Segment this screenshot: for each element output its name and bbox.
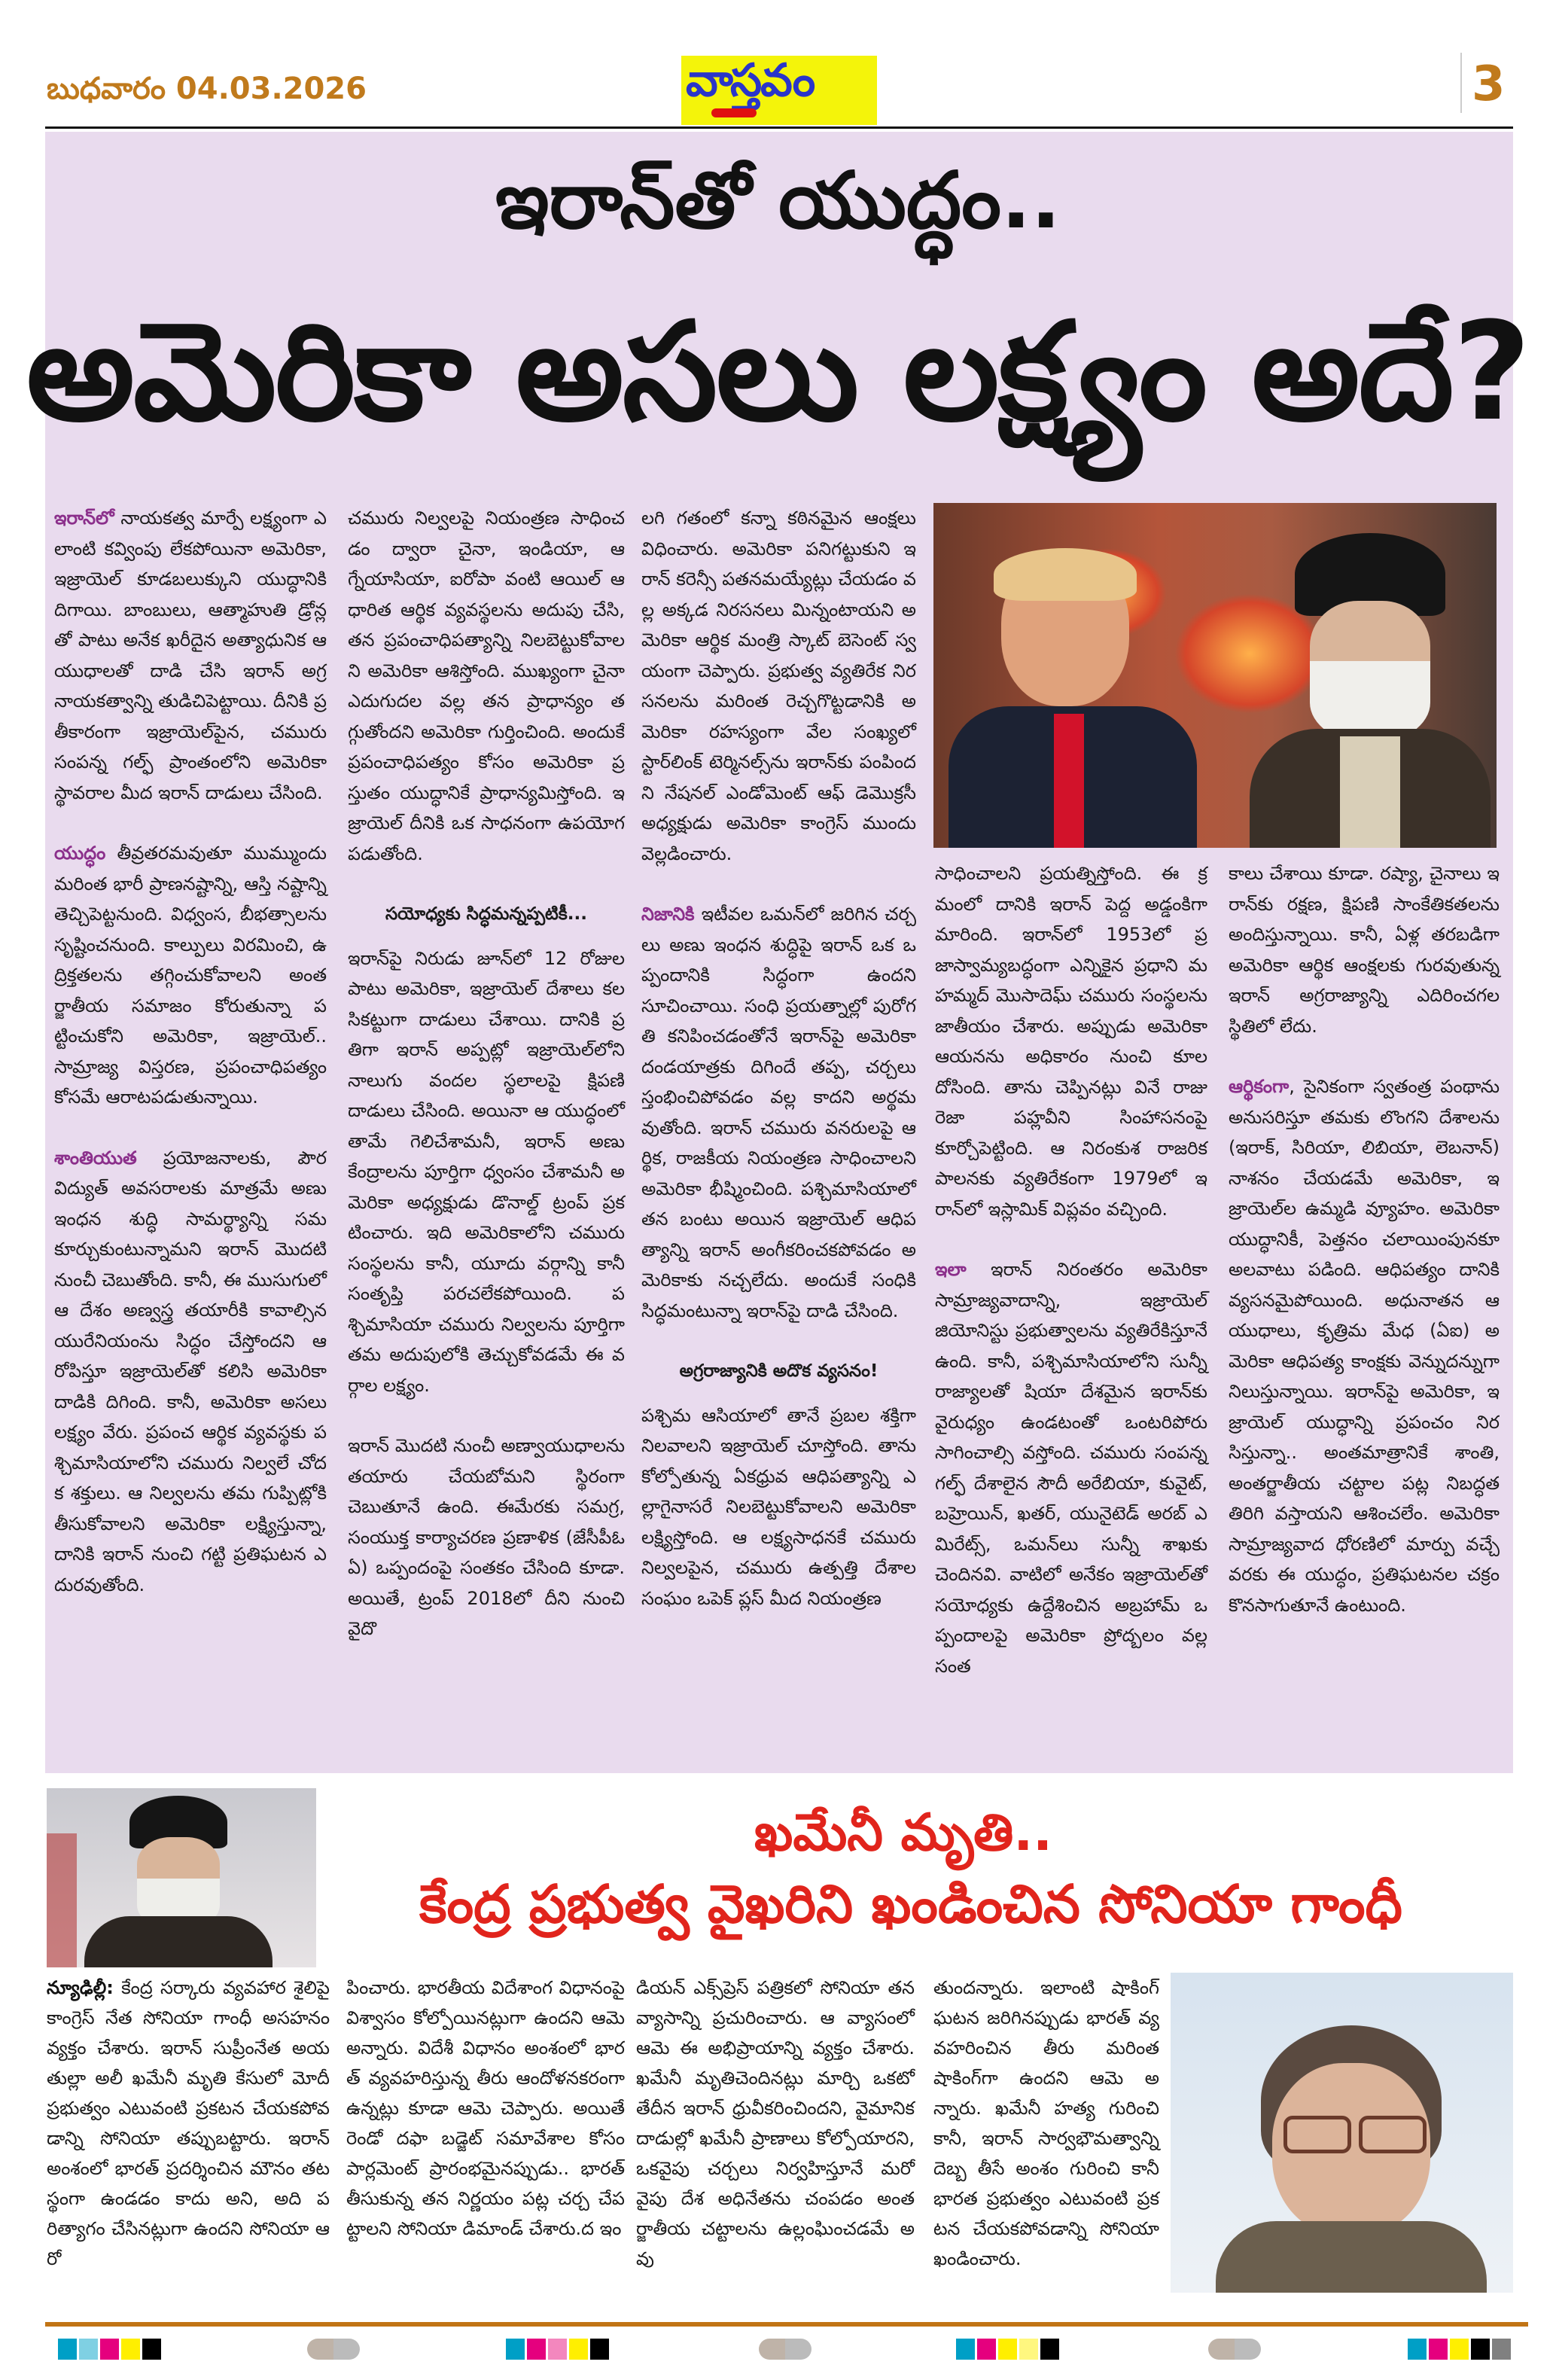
paragraph — [54, 503, 327, 808]
main-column-2 — [348, 503, 625, 1675]
lead-word: ఆర్థికంగా — [1229, 1076, 1290, 1097]
color-registration-marks — [956, 2339, 1059, 2360]
paragraph-text: తీవ్రతరమవుతూ ముమ్ముందు మరింత భారీ ప్రాణనష్టాన్ని, ఆస్తి నష్టాన్ని తెచ్చిపెట్టనుంది. విధ్వంస, బీభత్సాలను సృష్టించనుంది. కాల్పులు విరమించి, ఉద్రిక్తతలను తగ్గించుకోవాలని అంతర్జాతీయ సమాజం కోరుతున్నా పట్టించుకోని అమెరికా, ఇజ్రాయెల్.. సామ్రాజ్య విస్తరణ, ప్రపంచాధిపత్యం కోసమే ఆరాటపడుతున్నాయి. — [54, 843, 327, 1108]
second-column-3 — [636, 1973, 915, 2274]
paragraph: తుందన్నారు. ఇలాంటి షాకింగ్ ఘటన జరిగినప్పుడు భారత్ వ్యవహరించిన తీరు మరింత షాకింగ్‌గా ఉందని ఆమె అన్నారు. ఖమేనీ హత్య గురించి కానీ, ఇరాన్ సార్వభౌమత్వాన్ని దెబ్బ తీసే అంశం గురించి కానీ భారత ప్రభుత్వం ఎటువంటి ప్రకటన చేయకపోవడాన్ని సోనియా ఖండించారు. — [933, 1977, 1159, 2269]
color-registration-marks — [506, 2339, 609, 2360]
paragraph — [935, 858, 1207, 1224]
paragraph — [641, 1400, 916, 1614]
paragraph — [348, 1431, 625, 1644]
paragraph — [348, 943, 625, 1401]
paragraph: పించారు. భారతీయ విదేశాంగ విధానంపై విశ్వాసం కోల్పోయినట్లుగా ఉందని ఆమె అన్నారు. విదేశీ విధానం అంశంలో భారత్ వ్యవహరిస్తున్న తీరు ఆందోళనకరంగా ఉన్నట్లు కూడా ఆమె చెప్పారు. అయితే రెండో దఫా బడ్జెట్ సమావేశాల కోసం పార్లమెంట్ ప్రారంభమైనప్పుడు.. భారత్ తీసుకున్న తన నిర్ణయం పట్ల చర్చ చేపట్టాలని సోనియా డిమాండ్ చేశారు.ద ఇం — [346, 1977, 625, 2239]
trump-khamenei-photo — [933, 503, 1497, 848]
main-story-kicker: ఇరాన్‌తో యుద్ధం.. — [495, 154, 1061, 246]
paragraph: కేంద్ర సర్కారు వ్యవహార శైలిపై కాంగ్రెస్ నేత సోనియా గాంధీ అసహనం వ్యక్తం చేశారు. ఇరాన్ సుప్రీంనేత అయతుల్లా అలీ ఖమేనీ మృతి కేసులో మోదీ ప్రభుత్వం ఎటువంటి ప్రకటన చేయకపోవడాన్ని సోనియా తప్పుబట్టారు. ఇరాన్ అంశంలో భారత్ ప్రదర్శించిన మౌనం తటస్థంగా ఉండడం కాదు అని, అది పరిత్యాగం చేసినట్లుగా ఉందని సోనియా ఆరో — [47, 1977, 330, 2269]
paragraph-text: నాయకత్వ మార్పే లక్ష్యంగా ఎలాంటి కవ్వింపు లేకపోయినా అమెరికా, ఇజ్రాయెల్ కూడబలుక్కుని యుద్ధానికి దిగాయి. బాంబులు, ఆత్మాహుతి డ్రోన్లతో పాటు అనేక ఖరీదైన అత్యాధునిక ఆయుధాలతో దాడి చేసి ఇరాన్ అగ్ర నాయకత్వాన్ని తుడిచిపెట్టాయి. దీనికి ప్రతీకారంగా ఇజ్రాయెల్‌పైన, చమురు సంపన్న గల్ఫ్ ప్రాంతంలోని అమెరికా స్థావరాల మీద ఇరాన్ దాడులు చేసింది. — [54, 507, 327, 803]
paragraph — [641, 503, 916, 869]
khamenei-photo — [47, 1788, 316, 1967]
main-column-4 — [935, 858, 1207, 1711]
lead-word: ఇరాన్‌లో — [54, 507, 114, 529]
paragraph-text: ఇరాన్‌పై నిరుడు జూన్‌లో 12 రోజులపాటు అమెరికా, ఇజ్రాయెల్ దేశాలు కలసికట్టుగా దాడులు చేశాయి. దానికి ప్రతిగా ఇరాన్ అప్పట్లో ఇజ్రాయెల్‌లోని నాలుగు వందల స్థలాలపై క్షిపణి దాడులు చేసింది. అయినా ఆ యుద్ధంలో తామే గెలిచేశామనీ, ఇరాన్ అణు కేంద్రాలను పూర్తిగా ధ్వంసం చేశామనీ అమెరికా అధ్యక్షుడు డొనాల్డ్ ట్రంప్ ప్రకటించారు. ఇది అమెరికాలోని చమురు సంస్థలను కానీ, యూదు వర్గాన్ని కానీ సంతృప్తి పరచలేకపోయింది. పశ్చిమాసియా చమురు నిల్వలను పూర్తిగా తమ అదుపులోకి తెచ్చుకోవడమే ఈ వర్గాల లక్ష్యం. — [348, 947, 625, 1396]
lead-word: శాంతియుత — [54, 1147, 137, 1169]
main-column-1 — [54, 503, 327, 1630]
page-number: 3 — [1472, 56, 1506, 112]
registration-mark — [759, 2339, 811, 2360]
paragraph-text: ప్రయోజనాలకు, పౌర విద్యుత్ అవసరాలకు మాత్రమే అణు ఇంధన శుద్ధి సామర్థ్యాన్ని సమకూర్చుకుంటున్నామని ఇరాన్ మొదటి నుంచీ చెబుతోంది. కానీ, ఈ ముసుగులో ఆ దేశం అణ్వస్త్ర తయారీకి కావాల్సిన యురేనియంను సిద్ధం చేస్తోందని ఆరోపిస్తూ ఇజ్రాయెల్‌తో కలిసి అమెరికా దాడికి దిగింది. కానీ, అమెరికా అసలు లక్ష్యం వేరు. ప్రపంచ ఆర్థిక వ్యవస్థకు పశ్చిమాసియాలోని చమురు నిల్వలే చోదక శక్తులు. ఆ నిల్వలను తమ గుప్పిట్లోకి తీసుకోవాలని అమెరికా లక్ష్యిస్తున్నా, దానికి ఇరాన్ నుంచి గట్టి ప్రతిఘటన ఎదురవుతోంది. — [54, 1147, 327, 1595]
issue-date: బుధవారం 04.03.2026 — [47, 72, 367, 106]
paragraph-text: ఇరాన్ నిరంతరం అమెరికా సామ్రాజ్యవాదాన్ని, ఇజ్రాయెల్ జియోనిస్టు ప్రభుత్వాలను వ్యతిరేకిస్తూనే ఉంది. కానీ, పశ్చిమాసియాలోని సున్నీ రాజ్యాలతో షియా దేశమైన ఇరాన్‌కు వైరుధ్యం ఉండటంతో ఒంటరిపోరు సాగించాల్సి వస్తోంది. చమురు సంపన్న గల్ఫ్ దేశాలైన సౌదీ అరేబియా, కువైట్, బహ్రెయిన్, ఖతర్, యునైటెడ్ అరబ్ ఎమిరేట్స్, ఒమన్‌లు సున్నీ శాఖకు చెందినవి. వాటిలో అనేకం ఇజ్రాయెల్‌తో సయోధ్యకు ఉద్దేశించిన అబ్రహామ్ ఒప్పందాలపై అమెరికా ప్రోద్బలం వల్ల సంత — [935, 1259, 1207, 1677]
main-column-5 — [1229, 858, 1500, 1650]
color-registration-marks — [1408, 2339, 1511, 2360]
main-story-headline: అమెరికా అసలు లక్ష్యం అదే? — [26, 294, 1530, 451]
paragraph — [54, 1143, 327, 1601]
lead-word: ఇలా — [935, 1259, 967, 1280]
header-rule — [45, 126, 1513, 129]
paragraph — [1229, 1071, 1500, 1620]
divider — [1460, 53, 1462, 113]
sonia-gandhi-photo — [1171, 1973, 1513, 2293]
pen-icon — [711, 108, 757, 117]
paragraph-text: కాలు చేశాయి కూడా. రష్యా, చైనాలు ఇరాన్‌కు రక్షణ, క్షిపణి సాంకేతికతలను అందిస్తున్నాయి. కానీ, ఏళ్ల తరబడిగా అమెరికా ఆర్థిక ఆంక్షలకు గురవుతున్న ఇరాన్ అగ్రరాజ్యాన్ని ఎదిరించగల స్థితిలో లేదు. — [1229, 863, 1500, 1037]
paragraph — [54, 838, 327, 1113]
main-column-3 — [641, 503, 916, 1644]
subheading: అగ్రరాజ్యానికి అదొక వ్యసనం! — [679, 1361, 878, 1381]
second-story-headline: కేంద్ర ప్రభుత్వ వైఖరిని ఖండించిన సోనియా గాంధీ — [419, 1873, 1402, 1935]
paragraph-text: సాధించాలని ప్రయత్నిస్తోంది. ఈ క్రమంలో దానికి ఇరాన్ పెద్ద అడ్డంకిగా మారింది. ఇరాన్‌లో 1953లో ప్రజాస్వామ్యబద్ధంగా ఎన్నికైన ప్రధాని మహమ్మద్ మొసాదెఘ్ చమురు సంస్థలను జాతీయం చేశారు. అప్పుడు అమెరికా ఆయనను అధికారం నుంచి కూలదోసింది. తాను చెప్పినట్లు వినే రాజు రెజా పహ్లవీని సింహాసనంపై కూర్చోపెట్టింది. ఆ నిరంకుశ రాజరిక పాలనకు వ్యతిరేకంగా 1979లో ఇరాన్‌లో ఇస్లామిక్ విప్లవం వచ్చింది. — [935, 863, 1207, 1220]
paragraph-text: లగి గతంలో కన్నా కఠినమైన ఆంక్షలు విధించారు. అమెరికా పనిగట్టుకుని ఇరాన్ కరెన్సీ పతనమయ్యేట్లు చేయడం వల్ల అక్కడ నిరసనలు మిన్నంటాయని అమెరికా ఆర్థిక మంత్రి స్కాట్ బెసెంట్ స్వయంగా చెప్పారు. ప్రభుత్వ వ్యతిరేక నిరసనలను మరింత రెచ్చగొట్టడానికి అమెరికా రహస్యంగా వేల సంఖ్యలో స్టార్‌లింక్ టెర్మినల్స్‌ను ఇరాన్‌కు పంపిందని నేషనల్ ఎండోమెంట్ ఆఫ్ డెమొక్రసీ అధ్యక్షుడు అమెరికా కాంగ్రెస్ ముందు వెల్లడించారు. — [641, 507, 916, 864]
paragraph — [348, 503, 625, 869]
paragraph-text: పశ్చిమ ఆసియాలో తానే ప్రబల శక్తిగా నిలవాలని ఇజ్రాయెల్ చూస్తోంది. తాను కోల్పోతున్న ఏకధ్రువ ఆధిపత్యాన్ని ఎల్లాగైనాసరే నిలబెట్టుకోవాలని అమెరికా లక్ష్యిస్తోంది. ఆ లక్ష్యసాధనకే చమురు నిల్వలపైన, చమురు ఉత్పత్తి దేశాల సంఘం ఒపెక్ ప్లస్ మీద నియంత్రణ — [641, 1404, 916, 1609]
registration-mark — [307, 2339, 360, 2360]
paragraph-text: చమురు నిల్వలపై నియంత్రణ సాధించడం ద్వారా చైనా, ఇండియా, ఆగ్నేయాసియా, ఐరోపా వంటి ఆయిల్ ఆధారిత ఆర్థిక వ్యవస్థలను అదుపు చేసి, తన ప్రపంచాధిపత్యాన్ని నిలబెట్టుకోవాలని అమెరికా ఆశిస్తోంది. ముఖ్యంగా చైనా ఎదుగుదల వల్ల తన ప్రాధాన్యం తగ్గుతోందని అమెరికా గుర్తించింది. అందుకే ప్రపంచాధిపత్యం కోసం అమెరికా ప్రస్తుతం యుద్ధానికే ప్రాధాన్యమిస్తోంది. ఇజ్రాయెల్ దీనికి ఒక సాధనంగా ఉపయోగపడుతోంది. — [348, 507, 625, 864]
newspaper-logo — [681, 56, 877, 125]
second-story-kicker: ఖమేనీ మృతి.. — [754, 1803, 1053, 1863]
subheading: సయోధ్యకు సిద్ధమన్నప్పటికీ... — [385, 904, 588, 924]
paragraph-text: ఇటీవల ఒమన్‌లో జరిగిన చర్చలు అణు ఇంధన శుద్ధిపై ఇరాన్ ఒక ఒప్పందానికి సిద్ధంగా ఉందని సూచించాయి. సంధి ప్రయత్నాల్లో పురోగతి కనిపించడంతోనే ఇరాన్‌పై అమెరికా దండయాత్రకు దిగిందే తప్ప, చర్చలు స్తంభించిపోవడం వల్ల కాదని అర్థమవుతోంది. ఇరాన్ చమురు వనరులపై ఆర్థిక, రాజకీయ నియంత్రణ సాధించాలని అమెరికా భీష్మించింది. పశ్చిమాసియాలో తన బంటు అయిన ఇజ్రాయెల్ ఆధిపత్యాన్ని ఇరాన్ అంగీకరించకపోవడం అమెరికాకు నచ్చలేదు. అందుకే సంధికి సిద్ధమంటున్నా ఇరాన్‌పై దాడి చేసింది. — [641, 904, 916, 1321]
logo-text: వాస్తవం — [686, 54, 815, 107]
second-column-1 — [47, 1973, 330, 2274]
paragraph-text: ఇరాన్ మొదటి నుంచీ అణ్వాయుధాలను తయారు చేయబోమని స్థిరంగా చెబుతూనే ఉంది. ఈమేరకు సమగ్ర, సంయుక్త కార్యాచరణ ప్రణాళిక (జేసీపీఓఏ) ఒప్పందంపై సంతకం చేసింది కూడా. అయితే, ట్రంప్ 2018లో దీని నుంచి వైదొ — [348, 1435, 625, 1639]
footer-rule — [45, 2322, 1528, 2327]
paragraph — [641, 899, 916, 1326]
paragraph-text: , సైనికంగా స్వతంత్ర పంథాను అనుసరిస్తూ తమకు లొంగని దేశాలను (ఇరాక్, సిరియా, లిబియా, లెబనాన్) నాశనం చేయడమే అమెరికా, ఇజ్రాయెల్‌ల ఉమ్మడి వ్యూహం. అమెరికా యుద్ధానికీ, పెత్తనం చలాయింపునకూ అలవాటు పడింది. ఆధిపత్యం దానికి వ్యసనమైపోయింది. అధునాతన ఆయుధాలు, కృత్రిమ మేధ (ఏఐ) అమెరికా ఆధిపత్య కాంక్షకు వెన్నుదన్నుగా నిలుస్తున్నాయి. ఇరాన్‌పై అమెరికా, ఇజ్రాయెల్ యుద్ధాన్ని ప్రపంచం నిరసిస్తున్నా.. అంతమాత్రానికే శాంతి, అంతర్జాతీయ చట్టాల పట్ల నిబద్ధత తిరిగి వస్తాయని ఆశించలేం. అమెరికా సామ్రాజ్యవాద ధోరణిలో మార్పు వచ్చే వరకు ఈ యుద్ధం, ప్రతిఘటనల చక్రం కొనసాగుతూనే ఉంటుంది. — [1229, 1076, 1500, 1616]
color-registration-marks — [58, 2339, 161, 2360]
lead-word: యుద్ధం — [54, 843, 106, 864]
lead-word: నిజానికి — [641, 904, 695, 925]
registration-mark — [1208, 2339, 1261, 2360]
dateline: న్యూఢిల్లీ: — [47, 1977, 114, 1998]
paragraph — [935, 1254, 1207, 1681]
second-column-4 — [933, 1973, 1159, 2274]
paragraph: డియన్ ఎక్స్‌ప్రెస్ పత్రికలో సోనియా తన వ్యాసాన్ని ప్రచురించారు. ఆ వ్యాసంలో ఆమె ఈ అభిప్రాయాన్ని వ్యక్తం చేశారు. ఖమేనీ మృతిచెందినట్లు మార్చి ఒకటో తేదీన ఇరాన్ ధ్రువీకరించిందని, వైమానిక దాడుల్లో ఖమేనీ ప్రాణాలు కోల్పోయారని, ఒకవైపు చర్చలు నిర్వహిస్తూనే మరో వైపు దేశ అధినేతను చంపడం అంతర్జాతీయ చట్టాలను ఉల్లంఘించడమే అవు — [636, 1977, 915, 2269]
paragraph — [1229, 858, 1500, 1041]
second-column-2 — [346, 1973, 625, 2244]
